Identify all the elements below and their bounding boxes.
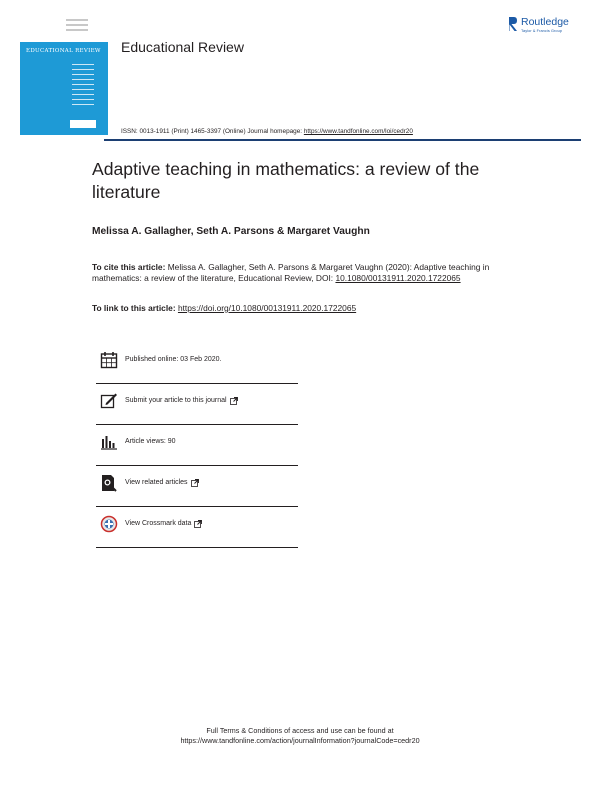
header-divider: [104, 139, 581, 141]
calendar-icon: [100, 351, 118, 369]
related-row[interactable]: [96, 466, 298, 507]
publisher-tagline: Taylor & Francis Group: [521, 29, 563, 33]
link-to-article: [92, 303, 356, 313]
crossmark-icon: [100, 515, 118, 533]
edit-icon: [100, 392, 118, 410]
doi-link[interactable]: 10.1080/00131911.2020.1722065: [335, 273, 461, 283]
cover-publisher-mark: [70, 120, 96, 128]
crossmark-row[interactable]: [96, 507, 298, 548]
article-views: Article views: 90: [125, 438, 176, 445]
cite-text: Melissa A. Gallagher, Seth A. Parsons & Margaret Vaughn (2020): Adaptive teaching in mathematics: a review of the literature, Educational Review, DOI:: [92, 262, 490, 283]
article-info-panel: [96, 343, 298, 548]
cite-label: To cite this article:: [92, 262, 166, 272]
issn-text: ISSN: 0013-1911 (Print) 1465-3397 (Online) Journal homepage:: [121, 128, 304, 135]
routledge-logo-icon: [508, 16, 518, 32]
crossmark-link[interactable]: View Crossmark data: [125, 520, 202, 528]
external-link-icon: [194, 520, 202, 528]
journal-homepage-link[interactable]: https://www.tandfonline.com/loi/cedr20: [303, 128, 413, 135]
external-link-icon: [191, 479, 199, 487]
external-link-icon: [230, 397, 238, 405]
publisher-name: Routledge: [521, 16, 569, 28]
terms-footer: [0, 726, 600, 746]
published-date: Published online: 03 Feb 2020.: [125, 356, 222, 363]
search-document-icon: [100, 474, 118, 492]
link-label: To link to this article:: [92, 303, 178, 313]
terms-text: Full Terms & Conditions of access and use can be found at: [206, 726, 394, 735]
cover-contents-lines: [72, 64, 94, 65]
journal-cover-image: [20, 14, 108, 135]
article-title: Adaptive teaching in mathematics: a review of the literature: [92, 159, 480, 202]
views-row: [96, 425, 298, 466]
submit-row[interactable]: [96, 384, 298, 425]
terms-url[interactable]: https://www.tandfonline.com/action/journalInformation?journalCode=cedr20: [180, 736, 420, 745]
article-doi-url[interactable]: https://doi.org/10.1080/00131911.2020.1722065: [177, 303, 357, 313]
related-articles-link[interactable]: View related articles: [125, 479, 199, 487]
submit-article-link[interactable]: Submit your article to this journal: [125, 397, 238, 405]
issn-line: [121, 128, 413, 135]
bar-chart-icon: [100, 433, 118, 451]
journal-name: Educational Review: [121, 39, 244, 55]
cover-header-strip: [20, 14, 108, 42]
published-row: [96, 343, 298, 384]
article-authors: Melissa A. Gallagher, Seth A. Parsons & Margaret Vaughn: [92, 226, 370, 237]
cover-title: EDUCATIONAL REVIEW: [26, 48, 101, 54]
citation-block: [92, 262, 492, 284]
